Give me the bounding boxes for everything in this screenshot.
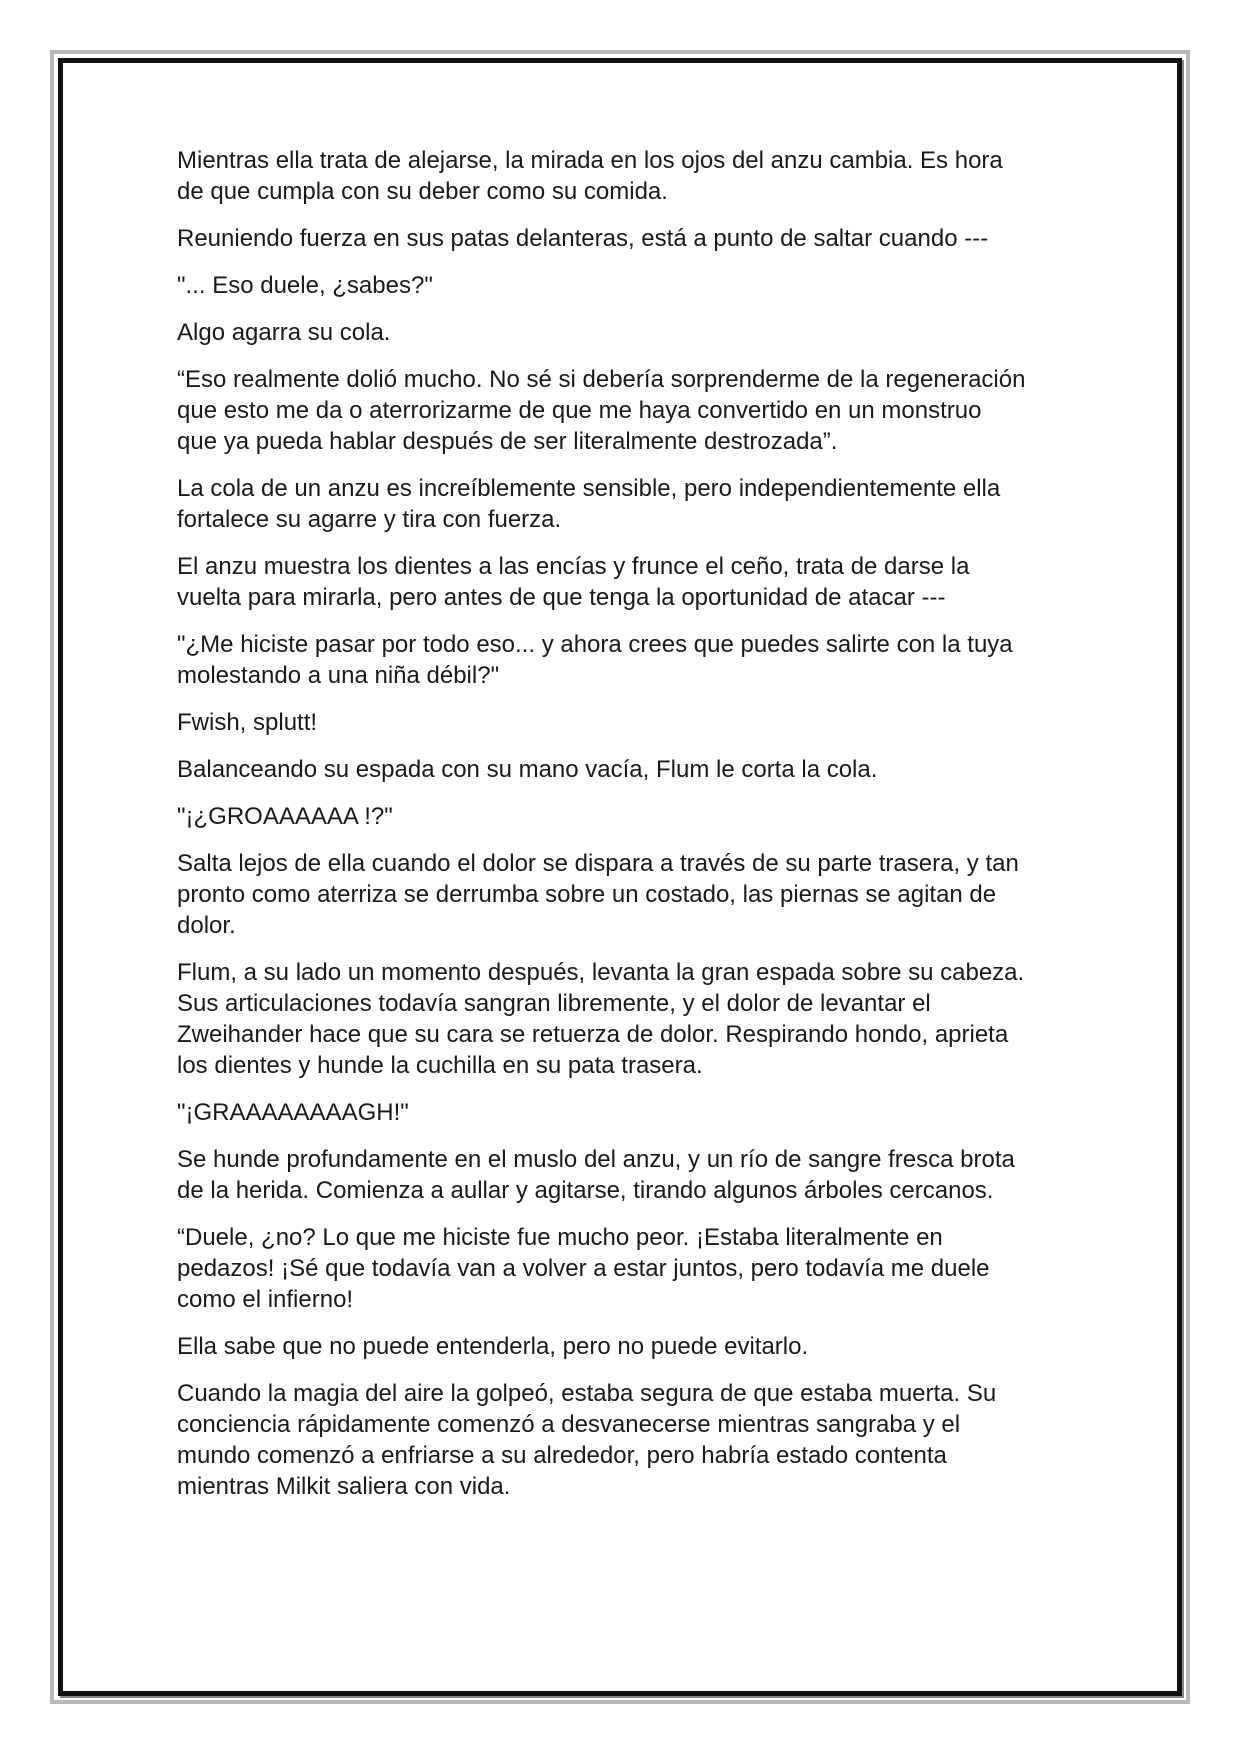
paragraph: Cuando la magia del aire la golpeó, estaba segura de que estaba muerta. Su conciencia rápidamente comenzó a desvanecerse mientras sangraba y el mundo comenzó a enfriarse a su alrededor, pero habría estado contenta mientras Milkit saliera con vida.	[177, 1380, 997, 1500]
paragraph: "... Eso duele, ¿sabes?"	[177, 272, 433, 299]
paragraph: Salta lejos de ella cuando el dolor se dispara a través de su parte trasera, y tan pronto como aterriza se derrumba sobre un costado, las piernas se agitan de dolor.	[177, 850, 1019, 939]
paragraph: “Eso realmente dolió mucho. No sé si debería sorprenderme de la regeneración que esto me da o aterrorizarme de que me haya convertido en un monstruo que ya pueda hablar después de ser literalmente destrozada”.	[177, 366, 1026, 455]
paragraph: Se hunde profundamente en el muslo del anzu, y un río de sangre fresca brota de la herida. Comienza a aullar y agitarse, tirando algunos árboles cercanos.	[177, 1146, 1015, 1204]
paragraph: Algo agarra su cola.	[177, 319, 391, 346]
paragraph: Ella sabe que no puede entenderla, pero no puede evitarlo.	[177, 1333, 809, 1360]
paragraph: "¿Me hiciste pasar por todo eso... y ahora crees que puedes salirte con la tuya molestando a una niña débil?"	[177, 631, 1013, 689]
paragraph: “Duele, ¿no? Lo que me hiciste fue mucho peor. ¡Estaba literalmente en pedazos! ¡Sé que todavía van a volver a estar juntos, pero todavía me duele como el infierno!	[177, 1224, 990, 1313]
paragraph: Mientras ella trata de alejarse, la mirada en los ojos del anzu cambia. Es hora de que cumpla con su deber como su comida.	[177, 147, 1003, 205]
paragraph: El anzu muestra los dientes a las encías y frunce el ceño, trata de darse la vuelta para mirarla, pero antes de que tenga la oportunidad de atacar ---	[177, 553, 970, 611]
document-body	[177, 145, 1077, 1518]
paragraph: Flum, a su lado un momento después, levanta la gran espada sobre su cabeza. Sus articulaciones todavía sangran libremente, y el dolor de levantar el Zweihander hace que su cara se retuerza de dolor. Respirando hondo, aprieta los dientes y hunde la cuchilla en su pata trasera.	[177, 959, 1025, 1079]
paragraph: Fwish, splutt!	[177, 709, 318, 736]
paragraph: "¡¿GROAAAAAA !?"	[177, 803, 393, 830]
paragraph: "¡GRAAAAAAAAGH!"	[177, 1099, 409, 1126]
paragraph: La cola de un anzu es increíblemente sensible, pero independientemente ella fortalece su agarre y tira con fuerza.	[177, 475, 1001, 533]
paragraph: Balanceando su espada con su mano vacía, Flum le corta la cola.	[177, 756, 878, 783]
paragraph: Reuniendo fuerza en sus patas delanteras, está a punto de saltar cuando ---	[177, 225, 989, 252]
